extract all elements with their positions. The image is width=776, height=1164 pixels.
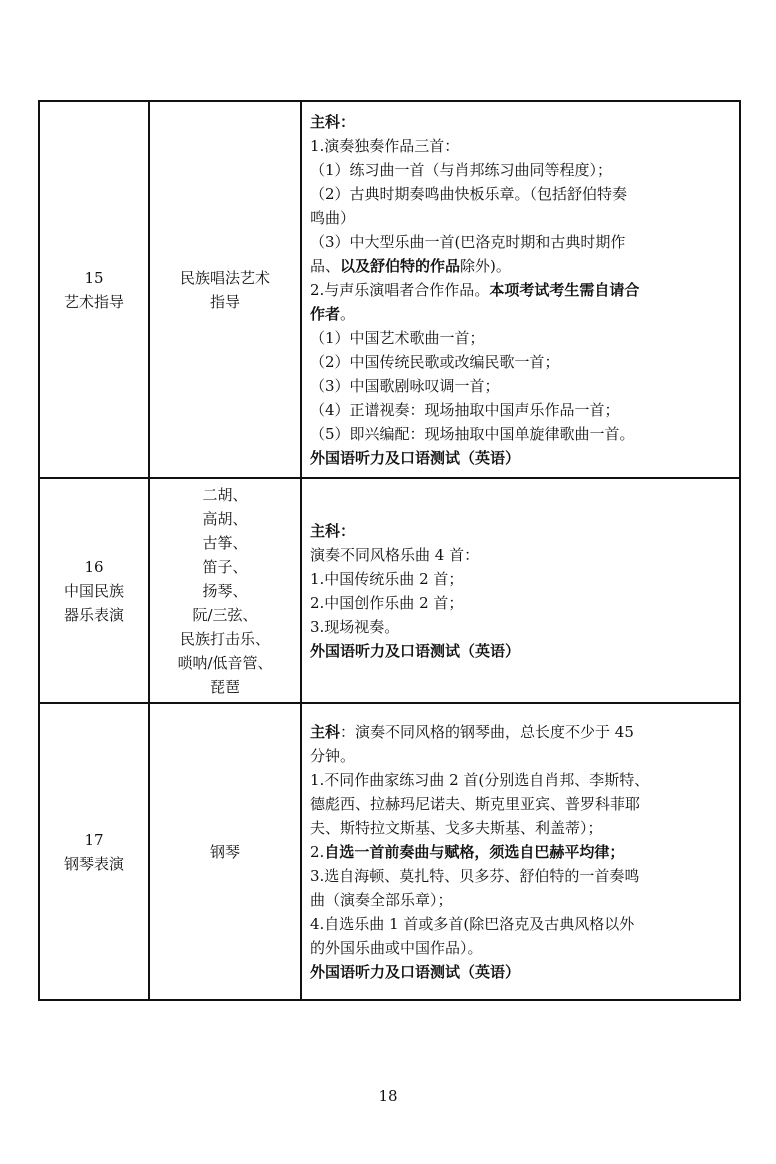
- requirement-text: 演奏不同风格乐曲 4 首：: [310, 546, 480, 564]
- requirement-line: [310, 960, 733, 984]
- major-name: 艺术指导: [63, 292, 124, 311]
- requirement-text: （4）正谱视奏：现场抽取中国声乐作品一首；: [310, 401, 620, 419]
- requirement-text-bold: 外国语听力及口语测试（英语）: [310, 963, 521, 981]
- requirement-line: [310, 912, 733, 936]
- requirement-line: [310, 792, 733, 816]
- requirement-line: [310, 374, 733, 398]
- page-number: 18: [378, 1087, 398, 1105]
- major-number: 15: [84, 268, 104, 287]
- direction-line: 钢琴: [209, 842, 240, 861]
- requirement-text-bold: 作者: [310, 305, 341, 323]
- requirement-line: [310, 158, 733, 182]
- requirement-line: [310, 302, 733, 326]
- direction-line: 唢呐/低音管、: [177, 653, 273, 672]
- direction-line: 琵琶: [209, 677, 240, 696]
- requirement-text: 4.自选乐曲 1 首或多首(除巴洛克及古典风格以外: [310, 915, 635, 933]
- direction-line: 二胡、: [202, 485, 248, 504]
- requirement-line: [310, 744, 733, 768]
- major-number: 17: [84, 830, 104, 849]
- table-row: [39, 101, 740, 478]
- requirement-text: （5）即兴编配：现场抽取中国单旋律歌曲一首。: [310, 425, 635, 443]
- requirement-text: （3）中国歌剧咏叹调一首；: [310, 377, 500, 395]
- direction-line: 指导: [209, 292, 240, 311]
- requirement-text-bold: 主科：: [310, 113, 356, 131]
- major-name-line: 器乐表演: [63, 605, 124, 624]
- direction-cell: [149, 703, 301, 1000]
- requirement-text: ：演奏不同风格的钢琴曲，总长度不少于 45: [340, 723, 634, 741]
- requirement-line: [310, 326, 733, 350]
- requirement-text: 的外国乐曲或中国作品）。: [310, 939, 483, 957]
- direction-cell: [149, 478, 301, 703]
- direction-line: 阮/三弦、: [192, 605, 258, 624]
- requirement-text: 。: [340, 305, 356, 323]
- content-cell: [301, 101, 740, 478]
- direction-line: 民族打击乐、: [179, 629, 270, 648]
- requirement-line: [310, 254, 733, 278]
- requirement-text: 2.中国创作乐曲 2 首；: [310, 594, 464, 612]
- requirement-text: （2）中国传统民歌或改编民歌一首；: [310, 353, 560, 371]
- requirement-text: 1.中国传统乐曲 2 首；: [310, 570, 464, 588]
- major-cell: [39, 703, 149, 1000]
- requirement-text-bold: 外国语听力及口语测试（英语）: [310, 642, 521, 660]
- content-cell: [301, 478, 740, 703]
- requirement-text-bold: 主科: [310, 723, 341, 741]
- table-row: [39, 478, 740, 703]
- requirement-line: [310, 864, 733, 888]
- requirement-line: [310, 936, 733, 960]
- content-cell: [301, 703, 740, 1000]
- requirement-text: 分钟。: [310, 747, 356, 765]
- table-row: [39, 703, 740, 1000]
- direction-line: 民族唱法艺术: [179, 268, 270, 287]
- requirement-text: 2.与声乐演唱者合作作品。: [310, 281, 490, 299]
- direction-line: 扬琴、: [202, 581, 248, 600]
- requirement-line: [310, 615, 733, 639]
- requirement-line: [310, 278, 733, 302]
- requirement-text: 品、: [310, 257, 341, 275]
- direction-line: 古筝、: [202, 533, 248, 552]
- requirement-line: [310, 350, 733, 374]
- requirement-text-bold: 主科：: [310, 522, 356, 540]
- requirement-text: 3.现场视奏。: [310, 618, 400, 636]
- major-number: 16: [84, 557, 104, 576]
- requirement-text: 曲（演奏全部乐章）；: [310, 891, 453, 909]
- requirement-line: [310, 543, 733, 567]
- major-cell: [39, 101, 149, 478]
- requirement-text: 夫、斯特拉文斯基、戈多夫斯基、利盖蒂）；: [310, 819, 603, 837]
- direction-line: 笛子、: [202, 557, 248, 576]
- requirement-text: 2.: [310, 843, 325, 861]
- requirement-text: 除外)。: [460, 257, 511, 275]
- requirement-text: 鸣曲）: [310, 209, 356, 227]
- direction-cell: [149, 101, 301, 478]
- requirement-line: [310, 230, 733, 254]
- requirement-text: （3）中大型乐曲一首(巴洛克时期和古典时期作: [310, 233, 626, 251]
- requirement-text: 3.选自海顿、莫扎特、贝多芬、舒伯特的一首奏鸣: [310, 867, 640, 885]
- requirement-line: [310, 110, 733, 134]
- requirement-line: [310, 591, 733, 615]
- requirement-text: （2）古典时期奏鸣曲快板乐章。（包括舒伯特奏: [310, 185, 628, 203]
- requirement-line: [310, 567, 733, 591]
- major-cell: [39, 478, 149, 703]
- requirement-text: 德彪西、拉赫玛尼诺夫、斯克里亚宾、普罗科菲耶: [310, 795, 641, 813]
- requirement-line: [310, 398, 733, 422]
- requirement-line: [310, 422, 733, 446]
- major-name: 钢琴表演: [63, 854, 124, 873]
- requirement-line: [310, 519, 733, 543]
- direction-line: 高胡、: [202, 509, 248, 528]
- requirement-line: [310, 816, 733, 840]
- requirement-text: 1.不同作曲家练习曲 2 首(分别选自肖邦、李斯特、: [310, 771, 650, 789]
- requirement-line: [310, 446, 733, 470]
- requirement-text: （1）练习曲一首（与肖邦练习曲同等程度）；: [310, 161, 613, 179]
- requirement-line: [310, 840, 733, 864]
- requirement-line: [310, 182, 733, 206]
- requirement-text-bold: 外国语听力及口语测试（英语）: [310, 449, 521, 467]
- requirement-text-bold: 本项考试考生需自请合: [489, 281, 640, 299]
- requirement-text: 1.演奏独奏作品三首：: [310, 137, 460, 155]
- requirements-table: [38, 100, 741, 1001]
- requirement-line: [310, 134, 733, 158]
- requirement-line: [310, 888, 733, 912]
- requirement-line: [310, 720, 733, 744]
- requirement-line: [310, 639, 733, 663]
- requirement-text-bold: 以及舒伯特的作品: [340, 257, 461, 275]
- major-name-line: 中国民族: [63, 581, 124, 600]
- requirement-line: [310, 206, 733, 230]
- requirement-text: （1）中国艺术歌曲一首；: [310, 329, 485, 347]
- requirement-line: [310, 768, 733, 792]
- requirement-text-bold: 自选一首前奏曲与赋格，须选自巴赫平均律；: [324, 843, 625, 861]
